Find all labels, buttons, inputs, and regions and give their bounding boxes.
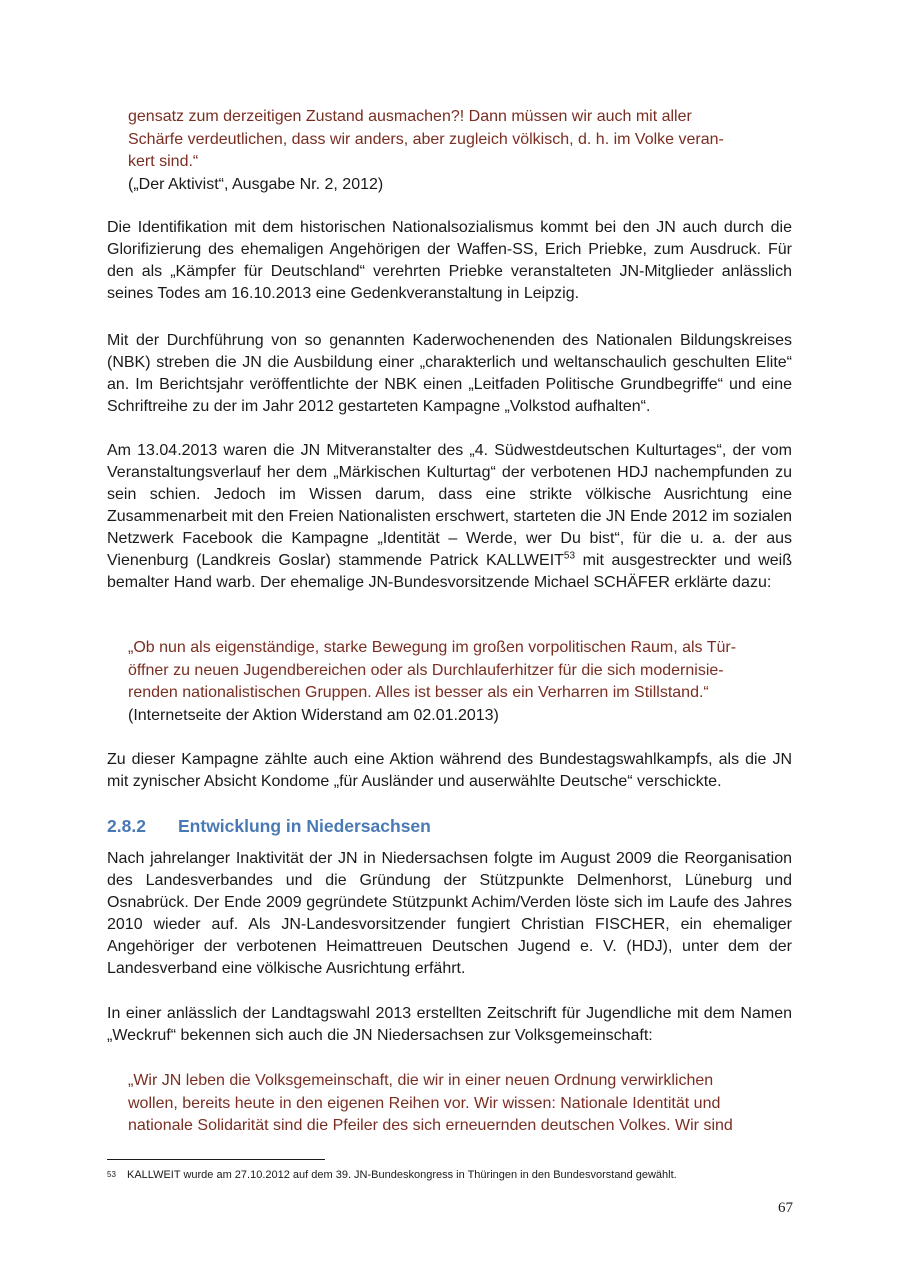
paragraph-kulturtag bbox=[107, 440, 792, 594]
quote-line: renden nationalistischen Gruppen. Alles ist besser als ein Verharren im Stillstand.“ bbox=[128, 684, 709, 701]
footnote bbox=[107, 1168, 677, 1182]
quote-source: (Internetseite der Aktion Widerstand am 02.01.2013) bbox=[128, 706, 499, 724]
quote-line: nationale Solidarität sind die Pfeiler des sich erneuernden deutschen Volkes. Wir sind bbox=[128, 1117, 733, 1134]
section-heading bbox=[107, 816, 431, 837]
quote-line: „Ob nun als eigenständige, starke Bewegung im großen vorpolitischen Raum, als Tür- bbox=[128, 639, 737, 656]
section-title: Entwicklung in Niedersachsen bbox=[178, 816, 431, 836]
quote-line: gensatz zum derzeitigen Zustand ausmachen?! Dann müssen wir auch mit aller bbox=[128, 108, 692, 125]
quote-line: kert sind.“ bbox=[128, 153, 199, 170]
footnote-reference[interactable]: 53 bbox=[563, 550, 576, 562]
paragraph-kampagne: Zu dieser Kampagne zählte auch eine Aktion während des Bundestagswahlkampfs, als die JN mit zynischer Absicht Kondome „für Ausländer und auserwählte Deutsche“ verschickte. bbox=[107, 751, 792, 790]
paragraph-text: Am 13.04.2013 waren die JN Mitveranstalter des „4. Südwestdeutschen Kulturtages“, der vom Veranstaltungsverlauf her dem „Märkischen Kulturtag“ der verbotenen HDJ nachempfunden zu sein schien. Jedoch im Wissen darum, dass eine strikte völkische Ausrichtung eine Zusammenarbeit mit den Freien Nationalisten erschwert, starteten die JN Ende 2012 im sozialen Netzwerk Facebook die Kampagne „Identität – Werde, wer Du bist“, für die u. a. der aus Vienenburg (Landkreis Goslar) stammende Patrick KALLWEIT bbox=[107, 442, 792, 569]
paragraph-niedersachsen: Nach jahrelanger Inaktivität der JN in Niedersachsen folgte im August 2009 die Reorganisation des Landesverbandes und die Gründung der Stützpunkte Delmenhorst, Lüneburg und Osnabrück. Der Ende 2009 gegründete Stützpunkt Achim/Verden löste sich im Laufe des Jahres 2010 wieder auf. Als JN-Landesvorsitzender fungiert Christian FISCHER, ein ehemaliger Angehöriger der verbotenen Heimattreuen Deutschen Jugend e. V. (HDJ), unter dem der Landesverband eine völkische Ausrichtung erfährt. bbox=[107, 850, 792, 977]
quote-line: öffner zu neuen Jugendbereichen oder als Durchlauferhitzer für die sich modernisie- bbox=[128, 661, 724, 679]
footnote-text: KALLWEIT wurde am 27.10.2012 auf dem 39. JN-Bundeskongress in Thüringen in den Bundesvorstand gewählt. bbox=[127, 1169, 677, 1181]
quote-aktion-widerstand bbox=[128, 637, 778, 727]
paragraph-text: mit ausgestreckter und weiß bemalter Hand warb. Der ehemalige JN-Bundesvorsitzende Michael SCHÄFER erklärte dazu: bbox=[107, 552, 793, 591]
footnote-number: 53 bbox=[107, 1170, 116, 1179]
quote-line: wollen, bereits heute in den eigenen Reihen vor. Wir wissen: Nationale Identität und bbox=[128, 1094, 721, 1112]
page-number: 67 bbox=[778, 1200, 793, 1216]
paragraph-weckruf: In einer anlässlich der Landtagswahl 2013 erstellten Zeitschrift für Jugendliche mit dem Namen „Weckruf“ bekennen sich auch die JN Niedersachsen zur Volksgemeinschaft: bbox=[107, 1005, 792, 1044]
quote-line: „Wir JN leben die Volksgemeinschaft, die wir in einer neuen Ordnung verwirklichen bbox=[128, 1072, 714, 1089]
quote-source: („Der Aktivist“, Ausgabe Nr. 2, 2012) bbox=[128, 175, 384, 193]
paragraph-priebke: Die Identifikation mit dem historischen Nationalsozialismus kommt bei den JN auch durch die Glorifizierung des ehemaligen Angehörigen der Waffen-SS, Erich Priebke, zum Ausdruck. Für den als „Kämpfer für Deutschland“ verehrten Priebke veranstalteten JN-Mitglieder anlässlich seines Todes am 16.10.2013 eine Gedenkveranstaltung in Leipzig. bbox=[107, 219, 792, 302]
footnote-divider bbox=[107, 1159, 325, 1160]
paragraph-nbk: Mit der Durchführung von so genannten Kaderwochenenden des Nationalen Bildungskreises (NBK) streben die JN die Ausbildung einer „charakterlich und weltanschaulich geschulten Elite“ an. Im Berichtsjahr veröffentlichte der NBK einen „Leitfaden Politische Grundbegriffe“ und eine Schriftreihe zu der im Jahr 2012 gestarteten Kampagne „Volkstod aufhalten“. bbox=[107, 332, 792, 415]
quote-line: Schärfe verdeutlichen, dass wir anders, aber zugleich völkisch, d. h. im Volke veran- bbox=[128, 130, 724, 148]
quote-aktivist bbox=[128, 106, 778, 196]
section-number: 2.8.2 bbox=[107, 816, 146, 836]
quote-weckruf bbox=[128, 1070, 778, 1138]
